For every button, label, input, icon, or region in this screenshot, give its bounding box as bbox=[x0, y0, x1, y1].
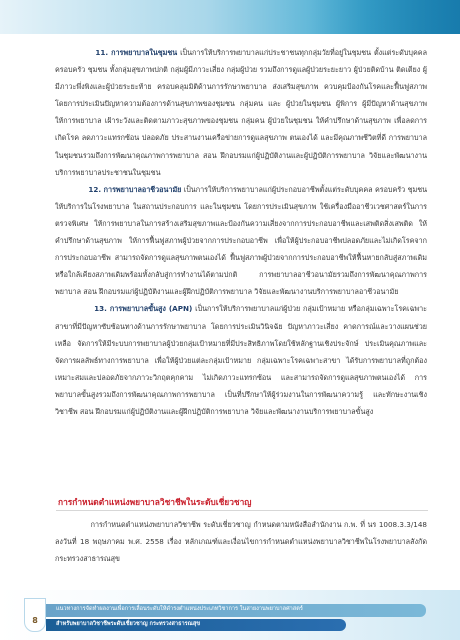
paragraph-heading: 13. การพยาบาลขั้นสูง (APN) bbox=[94, 304, 193, 314]
paragraph-body: เป็นการให้บริการพยาบาลแก่ผู้ประกอบอาชีพตั้งแต่ระดับบุคคล ครอบครัว ชุมชน ให้บริการในโรงพยาบาล ในสถานประกอบการ และในชุมชน โดยการประเมินสุขภาพ ใช้เครื่องมืออาชีวเวชศาสตร์ในการตรวจพิเศษ ให้การพยาบาลในการสร้างเสริมสุขภาพและป้องกันความเสี่ยงจากการประกอบอาชีพและเสพติดสิ่งเสพติด ให้คำปรึกษาด้านสุขภาพ ให้การฟื้นฟูสภาพผู้ป่วยจากการประกอบอาชีพ เพื่อให้ผู้ประกอบอาชีพปลอดภัยและไม่เกิดโรคจากการประกอบอาชีพ สามารถจัดการดูแลสุขภาพตนเองได้ ฟื้นฟูสภาพผู้ป่วยจากการประกอบอาชีพให้ฟื้นหายกลับสู่สภาพเดิมหรือใกล้เคียงสภาพเดิมพร้อมทั้งกลับสู่การทำงานได้ตามปกติ การพยาบาลอาชีวอนามัยรวมถึงการพัฒนาคุณภาพการพยาบาล สอน ฝึกอบรมแก่ผู้ปฏิบัติงานและผู้ฝึกปฏิบัติการพยาบาล วิจัยและพัฒนางานบริการพยาบาลอาชีวอนามัย bbox=[55, 184, 427, 297]
paragraph-body: เป็นการให้บริการพยาบาลแก่ผู้ป่วย กลุ่มเป้าหมาย หรือกลุ่มเฉพาะโรคเฉพาะสาขาที่มีปัญหาซับซ้อนทางด้านการรักษาพยาบาล โดยการประเมินวินิจฉัย ปัญหาภาวะเสี่ยง คาดการณ์และวางแผนช่วยเหลือ จัดการให้มีระบบการพยาบาลผู้ป่วยกลุ่มเป้าหมายที่มีประสิทธิภาพโดยใช้หลักฐานเชิงประจักษ์ ประเมินคุณภาพและจัดการผลลัพธ์ทางการพยาบาล เพื่อให้ผู้ป่วยแต่ละกลุ่มเป้าหมาย กลุ่มเฉพาะโรคเฉพาะสาขา ได้รับการพยาบาลที่ถูกต้องเหมาะสมและปลอดภัยจากภาวะวิกฤตคุกคาม ไม่เกิดภาวะแทรกซ้อน และสามารถจัดการดูแลสุขภาพตนเองได้ การพยาบาลขั้นสูงรวมถึงการพัฒนาคุณภาพการพยาบาล เป็นที่ปรึกษาให้ผู้ร่วมงานในการพัฒนาความรู้ และทักษะงานเชิงวิชาชีพ สอน ฝึกอบรมแก่ผู้ปฏิบัติงานและผู้ฝึกปฏิบัติการพยาบาล วิจัยและพัฒนางานบริการพยาบาลขั้นสูง bbox=[55, 304, 427, 416]
section-divider bbox=[56, 510, 428, 511]
section-body bbox=[55, 516, 427, 567]
paragraph-heading: 12. การพยาบาลอาชีวอนามัย bbox=[88, 184, 182, 194]
section-paragraph bbox=[55, 516, 427, 567]
main-text bbox=[55, 44, 427, 420]
paragraph-advanced-nursing bbox=[55, 300, 427, 420]
page-number: 8 bbox=[32, 616, 38, 625]
paragraph-heading: 11. การพยาบาลในชุมชน bbox=[95, 48, 178, 57]
section-paragraph-text: การกำหนดตำแหน่งพยาบาลวิชาชีพ ระดับเชี่ยวชาญ กำหนดตามหนังสือสำนักงาน ก.พ. ที่ นร 1008.3.3/148 ลงวันที่ 18 พฤษภาคม พ.ศ. 2558 เรื่อง หลักเกณฑ์และเงื่อนไขการกำหนดตำแหน่งพยาบาลวิชาชีพในโรงพยาบาลสังกัดกระทรวงสาธารณสุข bbox=[55, 520, 427, 564]
header-banner bbox=[0, 0, 460, 34]
page-number-badge bbox=[24, 598, 46, 632]
section-title: การกำหนดตำแหน่งพยาบาลวิชาชีพในระดับเชี่ยวชาญ bbox=[58, 497, 252, 507]
footer-document-subtitle: สำหรับพยาบาลวิชาชีพระดับเชี่ยวชาญ กระทรวงสาธารณสุข bbox=[56, 621, 201, 627]
paragraph-occupational-nursing bbox=[55, 181, 427, 301]
header-banner-shade bbox=[310, 0, 460, 34]
footer-document-title: แนวทางการจัดทำผลงานเพื่อการเลื่อนระดับให้ดำรงตำแหน่งประเภทวิชาการ ในสายงานพยาบาลศาสตร์ bbox=[56, 606, 303, 612]
paragraph-community-nursing bbox=[55, 44, 427, 181]
paragraph-body: เป็นการให้บริการพยาบาลแก่ประชาชนทุกกลุ่มวัยที่อยู่ในชุมชน ตั้งแต่ระดับบุคคล ครอบครัว ชุมชน ทั้งกลุ่มสุขภาพปกติ กลุ่มผู้มีภาวะเสี่ยง กลุ่มผู้ป่วย รวมถึงการดูแลผู้ป่วยระยะยาว ผู้ป่วยติดบ้าน ติดเตียง ผู้มีภาวะพึ่งพิงและผู้ป่วยระยะท้าย ครอบคลุมมิติด้านการรักษาพยาบาล ส่งเสริมสุขภาพ ควบคุมป้องกันโรคและฟื้นฟูสภาพ โดยการประเมินปัญหาความต้องการด้านสุขภาพของชุมชน กลุ่มคน และ ผู้ป่วยในชุมชน ผู้พิการ ผู้มีปัญหาด้านสุขภาพ ให้การพยาบาล เฝ้าระวังและติดตามภาวะสุขภาพของชุมชน กลุ่มคน ผู้ป่วยในชุมชน ให้คำปรึกษาด้านสุขภาพ เพื่อลดการเกิดโรค ลดภาวะแทรกซ้อน ปลอดภัย ประสานงานเครือข่ายการดูแลสุขภาพ ตนเองได้ และมีคุณภาพชีวิตที่ดี การพยาบาลในชุมชนรวมถึงการพัฒนาคุณภาพการพยาบาล สอน ฝึกอบรมแก่ผู้ปฏิบัติงานและผู้ปฏิบัติการพยาบาล วิจัยและพัฒนางานบริการพยาบาลประชาชนในชุมชน bbox=[55, 48, 427, 177]
